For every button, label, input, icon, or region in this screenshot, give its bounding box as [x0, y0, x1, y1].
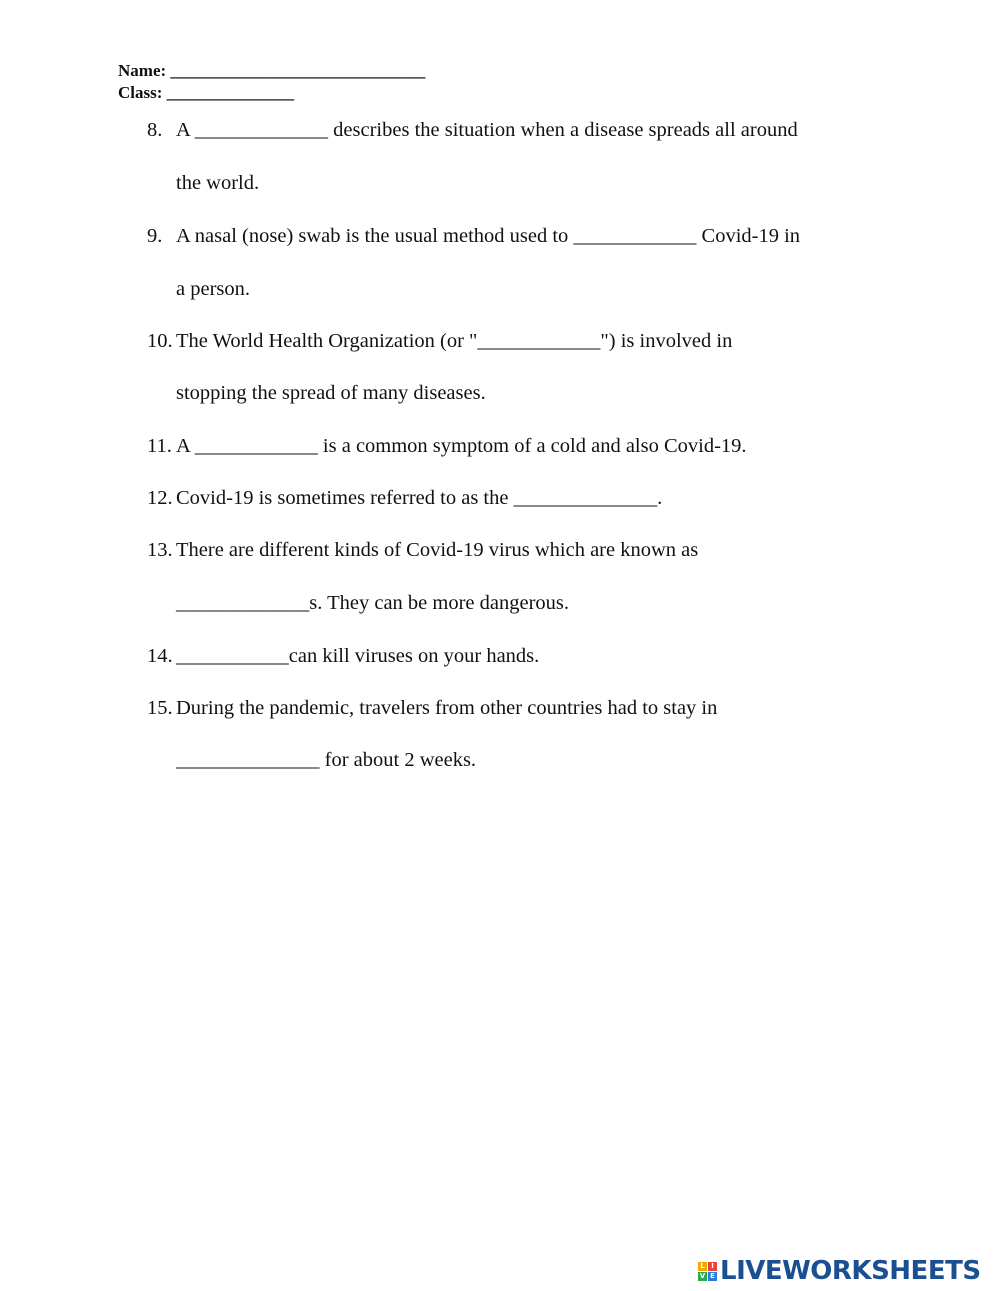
question-text: During the pandemic, travelers from other countries had to stay in [176, 697, 718, 719]
question-number: 13. [147, 539, 173, 561]
question-number: 9. [147, 225, 163, 247]
question-text: There are different kinds of Covid-19 virus which are known as [176, 539, 699, 561]
liveworksheets-logo [698, 1254, 981, 1288]
class-field[interactable]: Class: _______________ [118, 83, 295, 102]
question-text-continued: the world. [176, 172, 260, 194]
name-field[interactable]: Name: ______________________________ [118, 61, 426, 80]
question-text-continued: stopping the spread of many diseases. [176, 382, 486, 404]
logo-block: L [698, 1262, 707, 1271]
question-number: 11. [147, 435, 172, 457]
logo-block: I [708, 1262, 717, 1271]
student-info-header [118, 60, 425, 104]
question-text-continued: a person. [176, 278, 251, 300]
question-text[interactable]: Covid-19 is sometimes referred to as the ______________. [176, 487, 663, 509]
question-number: 10. [147, 330, 173, 352]
question-text-continued[interactable]: _____________s. They can be more dangerous. [176, 592, 570, 614]
question-number: 8. [147, 119, 163, 141]
question-number: 15. [147, 697, 173, 719]
question-text[interactable]: A nasal (nose) swab is the usual method used to ____________ Covid-19 in [176, 225, 801, 247]
question-text[interactable]: The World Health Organization (or "____________") is involved in [176, 330, 733, 352]
question-text[interactable]: A ____________ is a common symptom of a cold and also Covid-19. [176, 435, 747, 457]
question-number: 14. [147, 645, 173, 667]
question-number: 12. [147, 487, 173, 509]
logo-block: E [708, 1272, 717, 1281]
question-text[interactable]: ___________can kill viruses on your hands. [176, 645, 540, 667]
question-text[interactable]: A _____________ describes the situation when a disease spreads all around [176, 119, 798, 141]
logo-mark-icon [698, 1262, 717, 1281]
logo-block: V [699, 1271, 706, 1280]
logo-wordmark: LIVEWORKSHEETS [720, 1256, 981, 1286]
question-text-continued[interactable]: ______________ for about 2 weeks. [176, 749, 477, 771]
